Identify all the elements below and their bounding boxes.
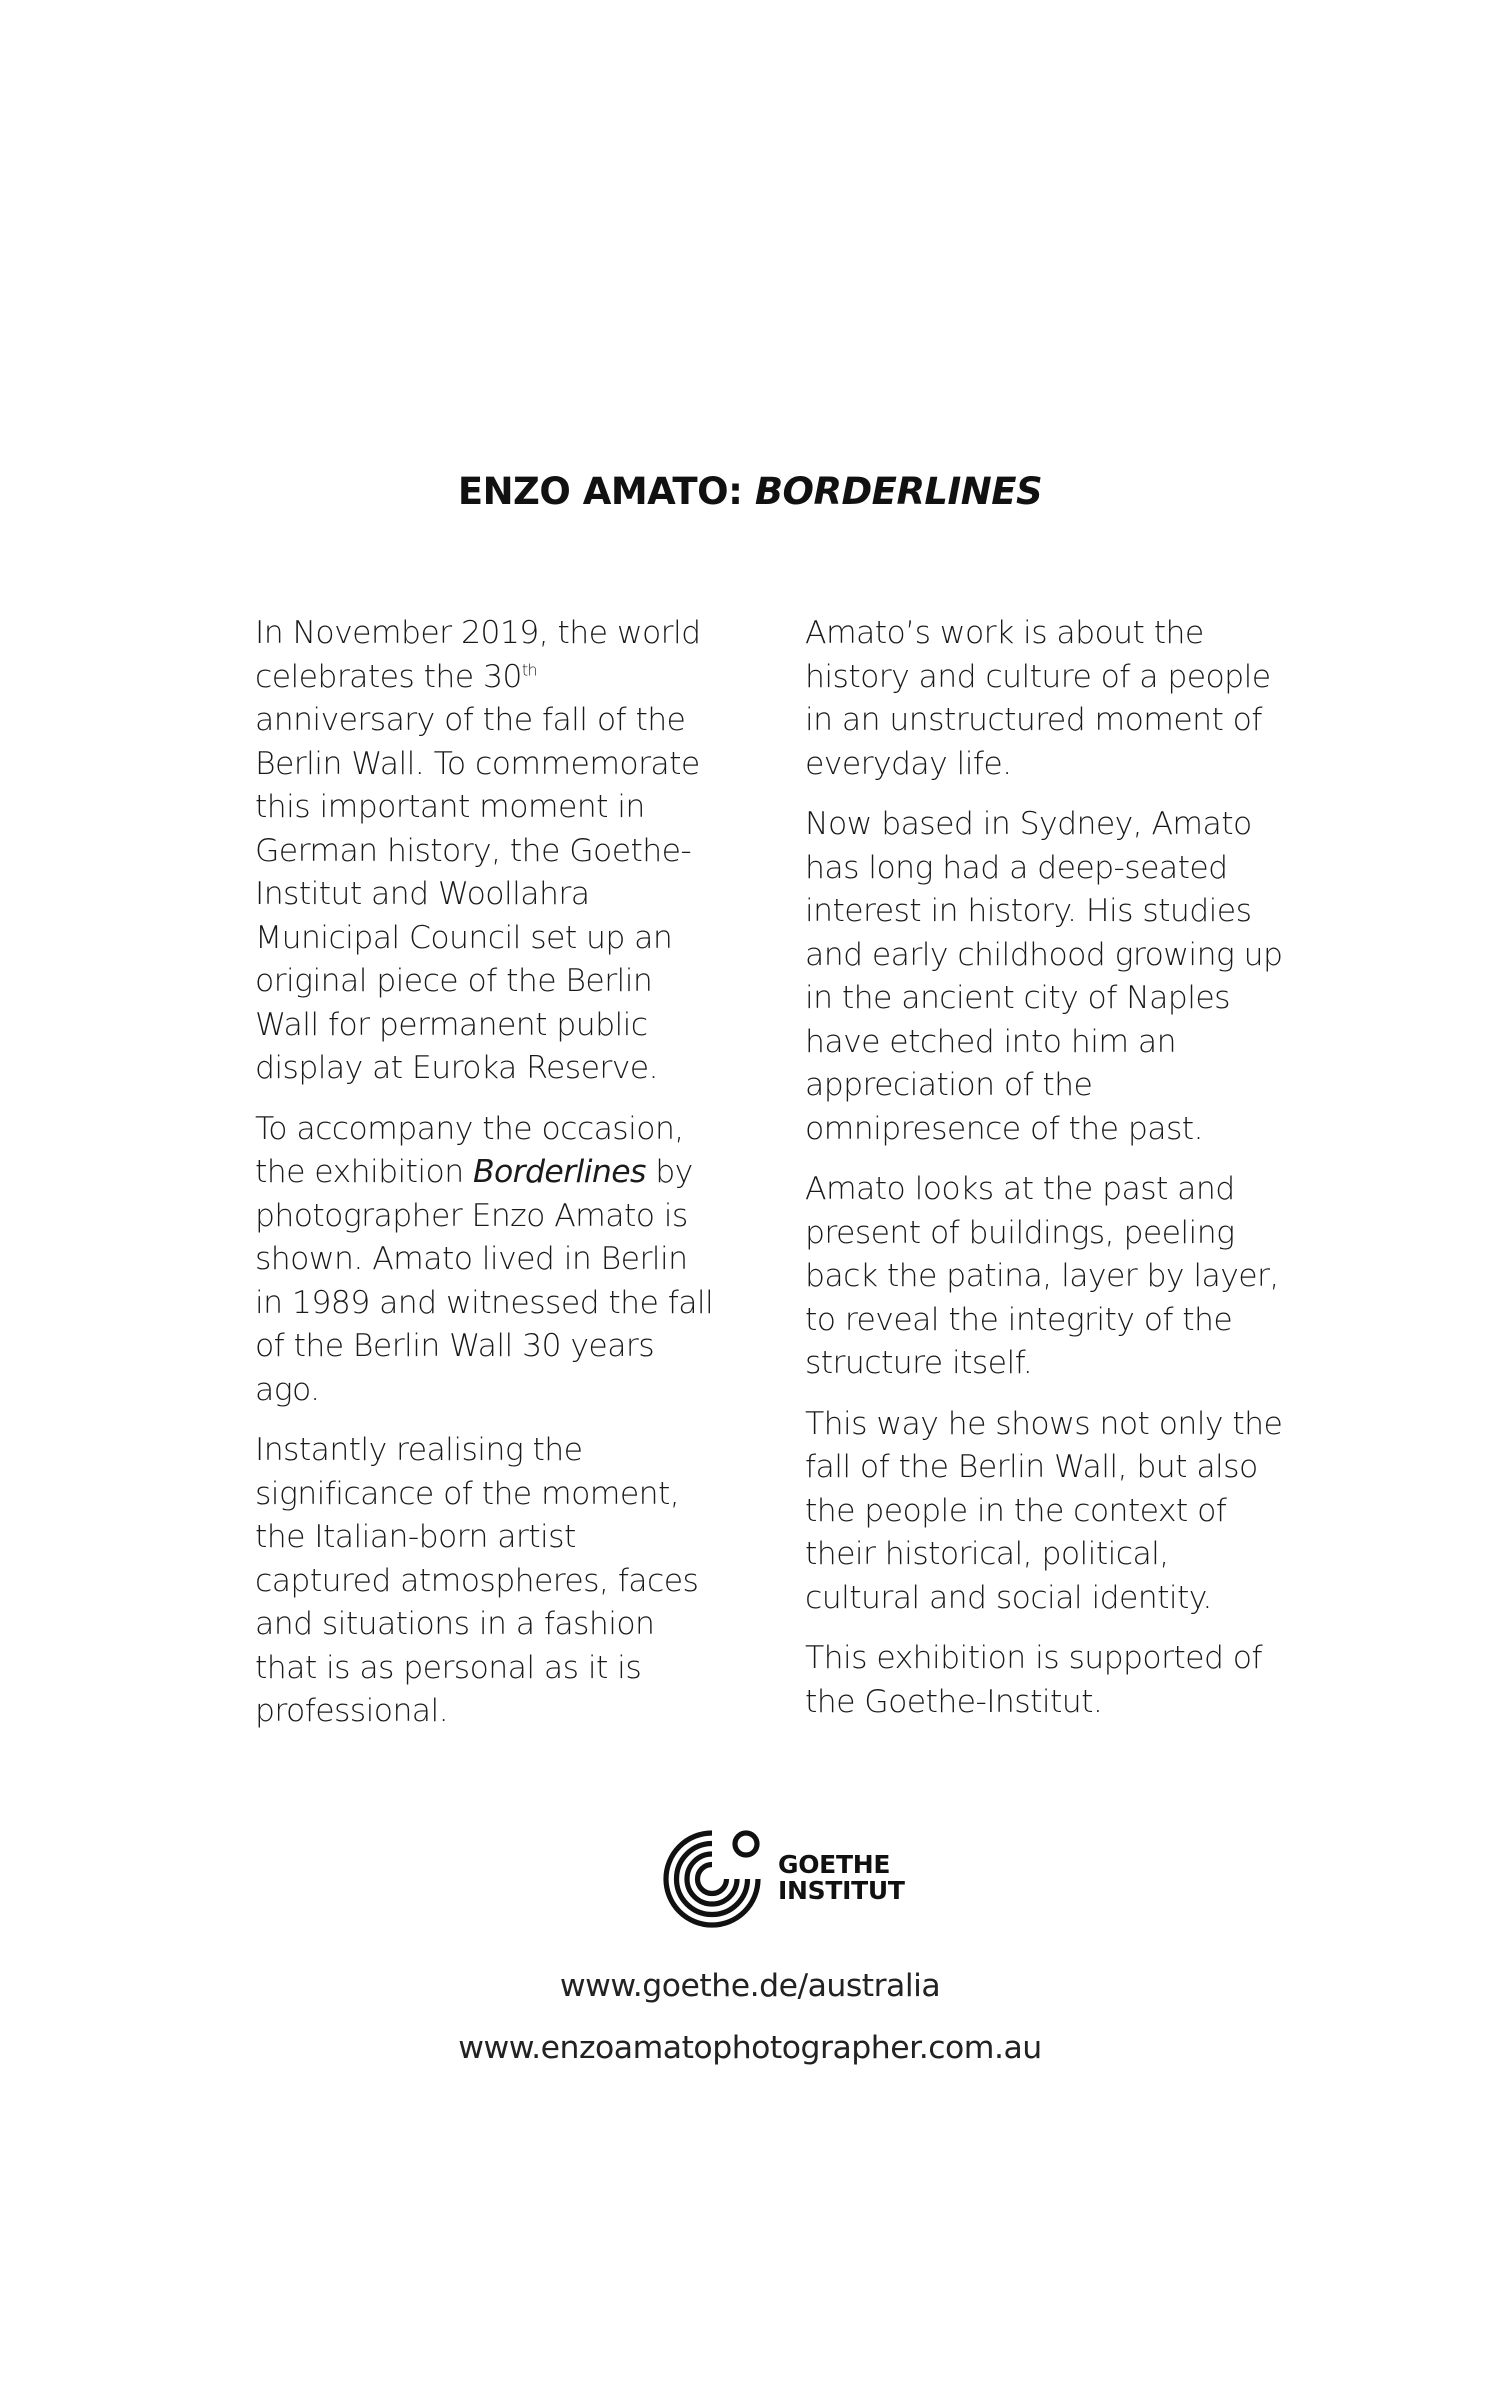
paragraph-occasion-text-a: To accompany the occasion, the exhibition: [255, 1110, 684, 1190]
photographer-website-link[interactable]: www.enzoamatophotographer.com.au: [458, 2030, 1042, 2066]
paragraph-support: This exhibition is supported of the Goethe-Institut.: [805, 1640, 1262, 1720]
paragraph-intro: [255, 612, 715, 1091]
paragraph-occasion: [255, 1108, 715, 1413]
right-column: [805, 612, 1285, 1741]
paragraph-occasion-text-b: by photographer Enzo Amato is shown. Amato lived in Berlin in 1989 and witnessed the fall of the Berlin Wall 30 years ago.: [255, 1154, 714, 1408]
paragraph-context: This way he shows not only the fall of the Berlin Wall, but also the people in the context of their historical, political, cultural and social identity.: [805, 1405, 1283, 1616]
paragraph-intro-text-a: In November 2019, the world celebrates the 30: [255, 615, 701, 695]
page-title: [0, 470, 1500, 513]
logo-wordmark: [778, 1852, 905, 1904]
title-italic: BORDERLINES: [754, 470, 1043, 513]
paragraph-sydney: Now based in Sydney, Amato has long had a deep-seated interest in history. His studies and early childhood growing up in the ancient city of Naples have etched into him an appreciation of the omnipresence of the past.: [805, 806, 1283, 1147]
left-column: [255, 612, 715, 1751]
paragraph-intro-text-b: anniversary of the fall of the Berlin Wall. To commemorate this important moment in German history, the Goethe-Institut and Woollahra Municipal Council set up an original piece of the Berlin Wall for permanent public display at Euroka Reserve.: [255, 702, 700, 1086]
goethe-institut-logo-icon: [660, 1825, 770, 1937]
goethe-website-link[interactable]: www.goethe.de/australia: [559, 1968, 941, 2004]
ordinal-superscript: th: [521, 660, 538, 679]
title-main: ENZO AMATO:: [457, 470, 755, 513]
goethe-institut-logo: [660, 1825, 905, 1940]
exhibition-title: Borderlines: [473, 1154, 646, 1190]
paragraph-work: Amato’s work is about the history and culture of a people in an unstructured moment of everyday life.: [805, 615, 1271, 782]
logo-line-goethe: GOETHE: [778, 1850, 891, 1879]
paragraph-significance: Instantly realising the significance of the moment, the Italian-born artist captured atmospheres, faces and situations in a fashion that is as personal as it is professional.: [255, 1432, 699, 1729]
paragraph-buildings: Amato looks at the past and present of buildings, peeling back the patina, layer by layer, to reveal the integrity of the structure itself.: [805, 1171, 1279, 1381]
logo-line-institut: INSTITUT: [778, 1876, 905, 1905]
